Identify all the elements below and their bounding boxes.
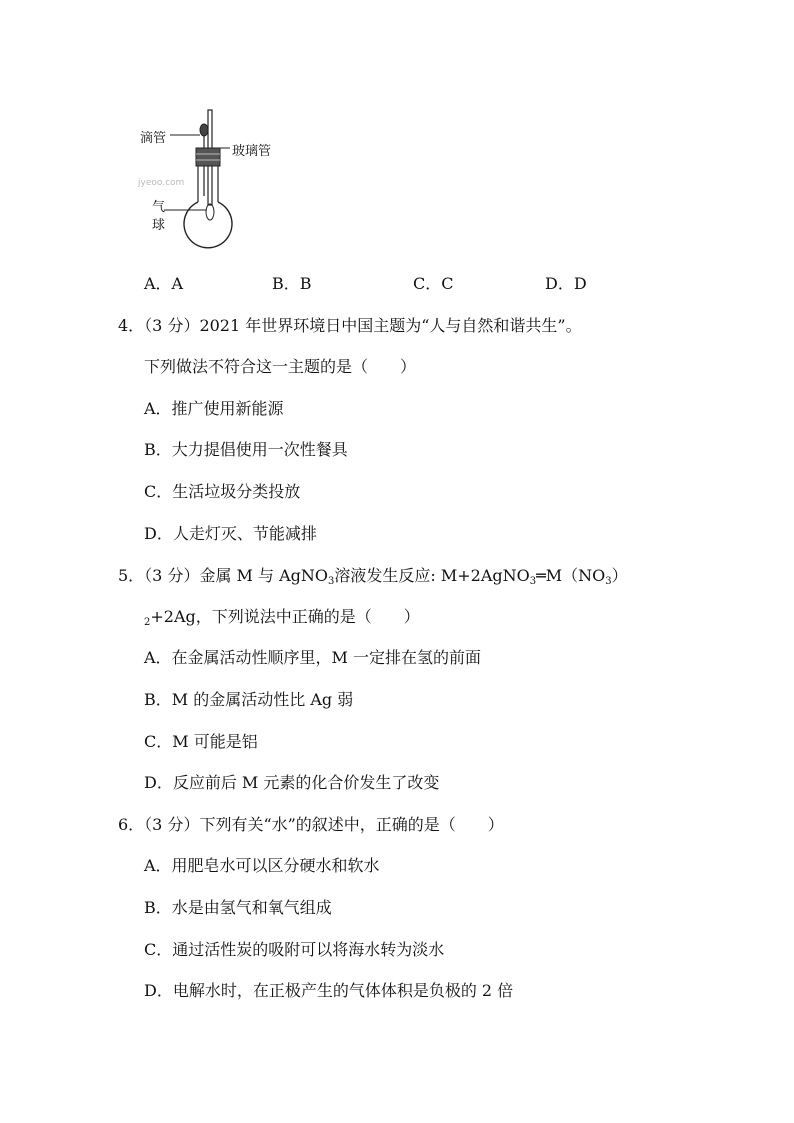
q5-option-c: C．M 可能是铝 <box>144 732 258 751</box>
q5-line2-text: +2Ag，下列说法中正确的是（ ） <box>150 607 420 626</box>
dropper-label: 滴管 <box>140 131 167 146</box>
q4-option-d: D．人走灯灭、节能减排 <box>144 524 317 543</box>
q5-stem-part2: 溶液发生反应: M+2AgNO <box>334 566 530 585</box>
q6-option-a: A．用肥皂水可以区分硬水和软水 <box>144 856 380 875</box>
q5-line2-sub: 2 <box>144 617 151 628</box>
q4-stem-line1: 4．（3 分）2021 年世界环境日中国主题为“人与自然和谐共生”。 <box>118 316 582 335</box>
q3-option-c: C．C <box>413 274 454 293</box>
watermark-text: jyeoo.com <box>138 178 185 188</box>
q6-option-b: B．水是由氢气和氧气组成 <box>144 898 332 917</box>
q5-stem-line1 <box>118 566 628 586</box>
q5-stem-part3: ═M（NO <box>536 566 606 585</box>
q3-option-a: A．A <box>144 274 184 293</box>
q5-stem-part1: 5．（3 分）金属 M 与 AgNO <box>118 566 329 585</box>
q4-option-a: A．推广使用新能源 <box>144 399 284 418</box>
q5-sub2: 3 <box>529 576 537 587</box>
q6-option-d: D．电解水时，在正极产生的气体体积是负极的 2 倍 <box>144 981 514 1000</box>
glass-tube-label: 玻璃管 <box>232 144 272 159</box>
q5-option-a: A．在金属活动性顺序里，M 一定排在氢的前面 <box>144 648 482 667</box>
balloon-label-2: 球 <box>152 218 166 233</box>
q4-option-b: B．大力提倡使用一次性餐具 <box>144 440 348 459</box>
q4-option-c: C．生活垃圾分类投放 <box>144 482 301 501</box>
q6-option-c: C．通过活性炭的吸附可以将海水转为淡水 <box>144 940 445 959</box>
balloon-label-1: 气 <box>152 200 166 215</box>
q5-stem-part4: ） <box>611 566 628 585</box>
q5-sub1: 3 <box>328 576 335 587</box>
q5-sub3: 3 <box>605 576 612 587</box>
q5-option-d: D．反应前后 M 元素的化合价发生了改变 <box>144 773 440 792</box>
q5-stem-line2 <box>144 607 420 627</box>
q5-option-b: B．M 的金属活动性比 Ag 弱 <box>144 690 354 709</box>
q4-stem-line2: 下列做法不符合这一主题的是（ ） <box>144 357 417 376</box>
q3-option-b: B．B <box>272 274 312 293</box>
apparatus-figure <box>130 100 290 250</box>
q3-option-d: D．D <box>545 274 587 293</box>
q6-stem: 6．（3 分）下列有关“水”的叙述中，正确的是（ ） <box>118 815 504 834</box>
